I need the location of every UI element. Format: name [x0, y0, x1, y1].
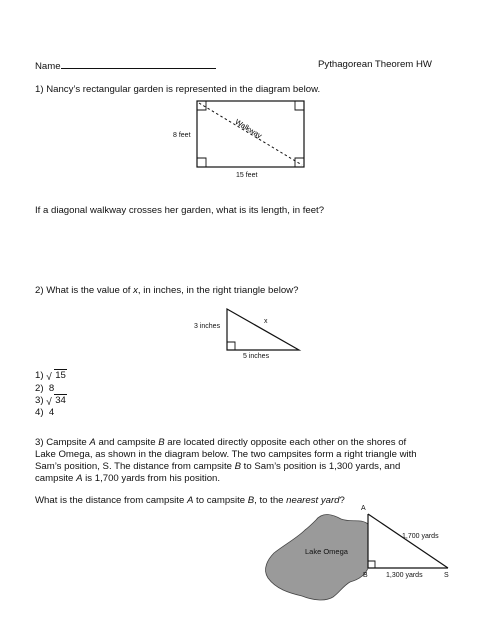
right-angle-mark-bl: [197, 158, 206, 167]
q3-line-4: campsite A is 1,700 yards from his position.: [35, 473, 221, 484]
right-angle-mark-b: [368, 561, 375, 568]
q2-triangle-diagram: [227, 309, 299, 350]
lake-diagram: [266, 514, 448, 600]
garden-diagram: [197, 101, 304, 167]
q1-prompt: 1) Nancy’s rectangular garden is represented in the diagram below.: [35, 84, 321, 95]
choice-2[interactable]: 2) 8: [35, 383, 55, 394]
as-distance-label: 1,700 yards: [402, 533, 439, 540]
bs-distance-label: 1,300 yards: [386, 572, 423, 579]
leg-label: 3 inches: [194, 323, 221, 330]
lake-label: Lake Omega: [305, 547, 348, 556]
right-angle-mark-tr: [295, 101, 304, 110]
right-angle-mark: [227, 342, 235, 350]
q2-prompt: 2) What is the value of x, in inches, in the right triangle below?: [35, 285, 299, 296]
name-label: Name: [35, 59, 216, 73]
point-a-label: A: [361, 505, 366, 512]
segment-as: [368, 514, 448, 568]
right-angle-mark-br: [295, 158, 304, 167]
right-triangle: [227, 309, 299, 350]
right-angle-mark-tl: [197, 101, 206, 110]
point-b-label: B: [363, 572, 368, 579]
q1-question: If a diagonal walkway crosses her garden, what is its length, in feet?: [35, 205, 325, 216]
garden-height-label: 8 feet: [173, 132, 191, 139]
radical-15: √ 15: [46, 370, 66, 383]
choice-1[interactable]: 1) √ 15: [35, 370, 66, 383]
base-label: 5 inches: [243, 353, 270, 360]
garden-width-label: 15 feet: [236, 172, 258, 179]
radical-34: √ 34: [46, 395, 66, 408]
lake-shape: [266, 515, 368, 600]
q3-question: What is the distance from campsite A to campsite B, to the nearest yard?: [35, 495, 345, 506]
q3-line-1: 3) Campsite A and campsite B are located directly opposite each other on the shores of: [35, 437, 407, 448]
page-title: Pythagorean Theorem HW: [318, 59, 432, 70]
q3-line-2: Lake Omega, as shown in the diagram below. The two campsites form a right triangle with: [35, 449, 417, 460]
q3-line-3: Sam’s position, S. The distance from campsite B to Sam’s position is 1,300 yards, and: [35, 461, 401, 472]
hyp-label: x: [264, 318, 268, 325]
choice-4[interactable]: 4) 4: [35, 407, 55, 418]
choice-3[interactable]: 3) √ 34: [35, 395, 66, 408]
walkway-label: Walkway: [233, 117, 264, 141]
point-s-label: S: [444, 572, 449, 579]
